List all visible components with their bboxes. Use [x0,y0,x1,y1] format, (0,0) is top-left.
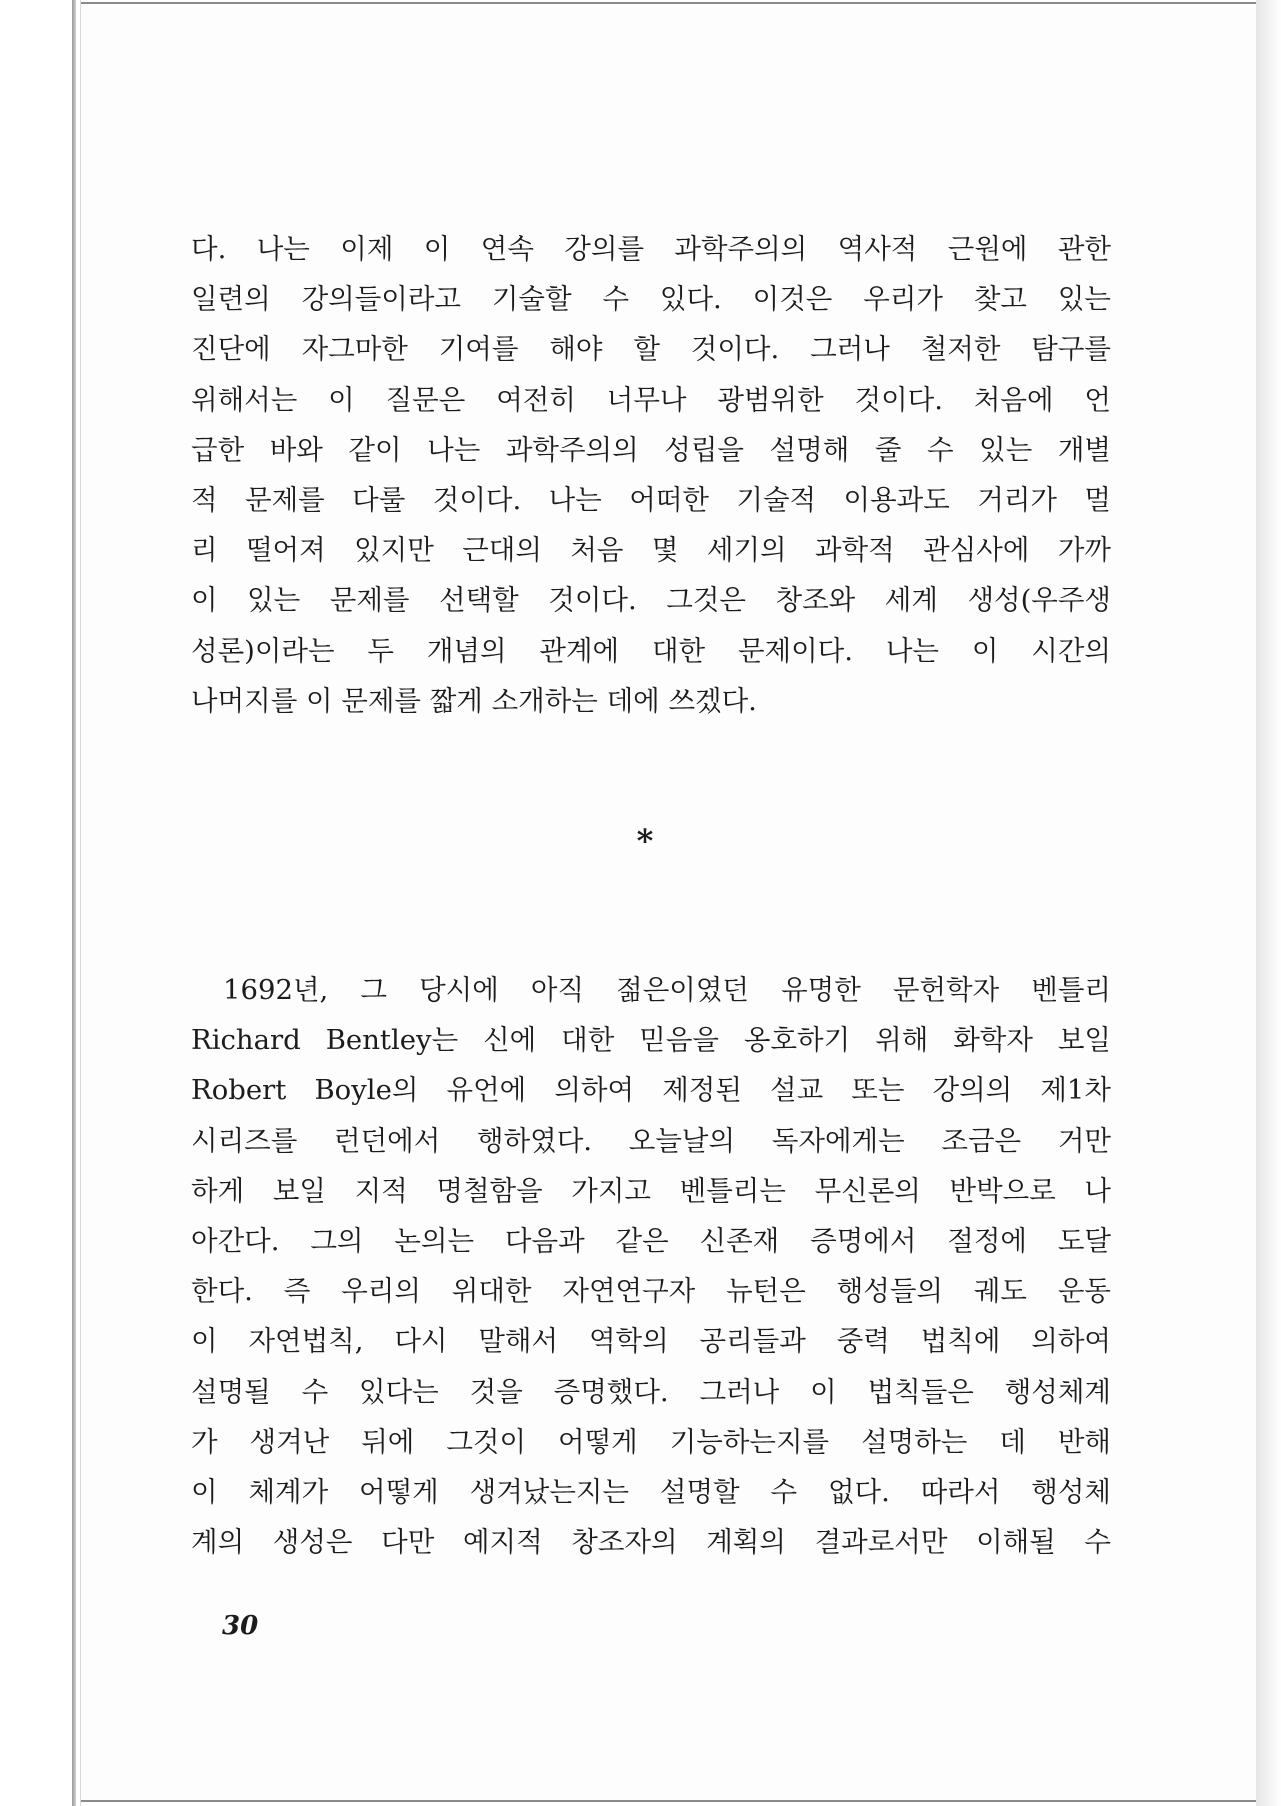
paragraph-2-line: 1692년, 그 당시에 아직 젊은이였던 유명한 문헌학자 벤틀리 [223,974,1111,1006]
page-binding-edge [72,0,76,1806]
paragraph-1-line: 적 문제를 다룰 것이다. 나는 어떠한 기술적 이용과도 거리가 멀 [191,483,1111,516]
paragraph-1 [191,224,1111,726]
paragraph-2-line: 설명될 수 있다는 것을 증명했다. 그러나 이 법칙들은 행성체계 [191,1375,1111,1408]
paragraph-2-line: 한다. 즉 우리의 위대한 자연연구자 뉴턴은 행성들의 궤도 운동 [191,1275,1111,1308]
paragraph-1-line: 위해서는 이 질문은 여전히 너무나 광범위한 것이다. 처음에 언 [191,383,1111,416]
paragraph-1-line: 급한 바와 같이 나는 과학주의의 성립을 설명해 줄 수 있는 개별 [191,433,1111,466]
paragraph-1-line: 성론)이라는 두 개념의 관계에 대한 문제이다. 나는 이 시간의 [191,634,1111,667]
page-right-shadow [1256,0,1281,1806]
paragraph-1-line: 나머지를 이 문제를 짧게 소개하는 데에 쓰겠다. [191,684,757,717]
section-divider-asterisk: * [636,822,654,860]
paragraph-1-line: 리 떨어져 있지만 근대의 처음 몇 세기의 과학적 관심사에 가까 [191,534,1111,567]
paragraph-2-line: 이 체계가 어떻게 생겨났는지는 설명할 수 없다. 따라서 행성체 [191,1475,1111,1508]
paragraph-2 [191,965,1111,1567]
paragraph-1-line: 일련의 강의들이라고 기술할 수 있다. 이것은 우리가 찾고 있는 [191,283,1111,316]
page-number: 30 [222,1611,259,1641]
paragraph-2-line: 하게 보일 지적 명철함을 가지고 벤틀리는 무신론의 반박으로 나 [191,1174,1111,1207]
paragraph-1-line: 이 있는 문제를 선택할 것이다. 그것은 창조와 세계 생성(우주생 [191,584,1111,617]
paragraph-1-line: 다. 나는 이제 이 연속 강의를 과학주의의 역사적 근원에 관한 [191,233,1111,265]
paragraph-2-line: 이 자연법칙, 다시 말해서 역학의 공리들과 중력 법칙에 의하여 [191,1325,1111,1358]
paragraph-1-line: 진단에 자그마한 기여를 해야 할 것이다. 그러나 철저한 탐구를 [191,333,1111,366]
paragraph-2-line: 아간다. 그의 논의는 다음과 같은 신존재 증명에서 절정에 도달 [191,1224,1111,1257]
paragraph-2-line: Robert Boyle의 유언에 의하여 제정된 설교 또는 강의의 제1차 [191,1074,1111,1107]
paragraph-2-line: 가 생겨난 뒤에 그것이 어떻게 기능하는지를 설명하는 데 반해 [191,1425,1111,1458]
paragraph-2-line: 시리즈를 런던에서 행하였다. 오늘날의 독자에게는 조금은 거만 [191,1124,1111,1157]
paragraph-2-line: 계의 생성은 다만 예지적 창조자의 계획의 결과로서만 이해될 수 [191,1526,1111,1559]
paragraph-2-line: Richard Bentley는 신에 대한 믿음을 옹호하기 위해 화학자 보일 [191,1024,1111,1057]
